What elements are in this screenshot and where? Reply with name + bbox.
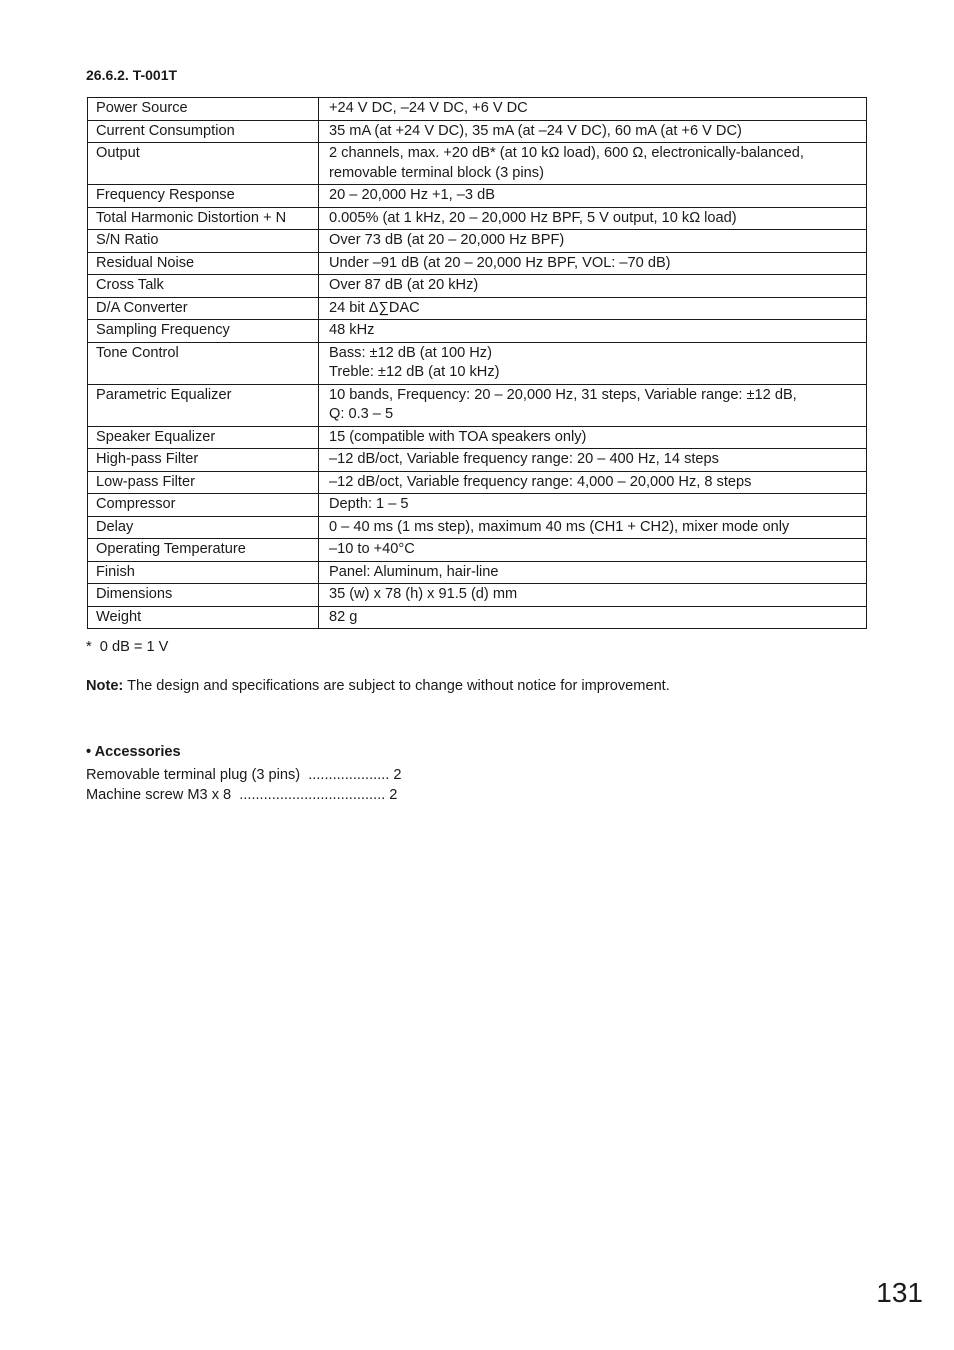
spec-row	[88, 471, 867, 494]
spec-row	[88, 342, 867, 384]
spec-value: Over 87 dB (at 20 kHz)	[319, 275, 867, 298]
spec-label: Operating Temperature	[88, 539, 319, 562]
accessory-item: Removable terminal plug (3 pins) .................... 2	[86, 767, 402, 783]
spec-row	[88, 275, 867, 298]
specifications-table-body	[88, 98, 867, 629]
section-title: 26.6.2. T-001T	[86, 67, 178, 83]
spec-value: 20 – 20,000 Hz +1, –3 dB	[319, 185, 867, 208]
spec-row	[88, 230, 867, 253]
spec-value: 10 bands, Frequency: 20 – 20,000 Hz, 31 steps, Variable range: ±12 dB, Q: 0.3 – 5	[319, 384, 867, 426]
spec-label: Total Harmonic Distortion + N	[88, 207, 319, 230]
spec-row	[88, 539, 867, 562]
spec-label: Compressor	[88, 494, 319, 517]
accessory-item: Machine screw M3 x 8 .................................... 2	[86, 787, 398, 803]
accessories-title: • Accessories	[86, 744, 181, 760]
spec-label: Speaker Equalizer	[88, 426, 319, 449]
spec-label: Sampling Frequency	[88, 320, 319, 343]
note-label: Note:	[86, 678, 124, 694]
spec-row	[88, 185, 867, 208]
spec-value: 2 channels, max. +20 dB* (at 10 kΩ load), 600 Ω, electronically-balanced, removable terminal block (3 pins)	[319, 143, 867, 185]
spec-label: Power Source	[88, 98, 319, 121]
spec-label: Current Consumption	[88, 120, 319, 143]
specifications-table	[87, 97, 867, 629]
spec-label: Tone Control	[88, 342, 319, 384]
spec-row	[88, 320, 867, 343]
spec-value: +24 V DC, –24 V DC, +6 V DC	[319, 98, 867, 121]
spec-row	[88, 143, 867, 185]
spec-value: –12 dB/oct, Variable frequency range: 4,000 – 20,000 Hz, 8 steps	[319, 471, 867, 494]
spec-value: 24 bit Δ∑DAC	[319, 297, 867, 320]
spec-value: 0.005% (at 1 kHz, 20 – 20,000 Hz BPF, 5 V output, 10 kΩ load)	[319, 207, 867, 230]
spec-label: Dimensions	[88, 584, 319, 607]
spec-value: Depth: 1 – 5	[319, 494, 867, 517]
spec-row	[88, 516, 867, 539]
spec-row	[88, 561, 867, 584]
spec-value: Over 73 dB (at 20 – 20,000 Hz BPF)	[319, 230, 867, 253]
spec-row	[88, 120, 867, 143]
spec-label: Frequency Response	[88, 185, 319, 208]
spec-value: –10 to +40°C	[319, 539, 867, 562]
spec-row	[88, 606, 867, 629]
spec-value: 15 (compatible with TOA speakers only)	[319, 426, 867, 449]
spec-row	[88, 426, 867, 449]
spec-label: Low-pass Filter	[88, 471, 319, 494]
spec-label: D/A Converter	[88, 297, 319, 320]
spec-row	[88, 494, 867, 517]
spec-label: Weight	[88, 606, 319, 629]
spec-row	[88, 584, 867, 607]
spec-row	[88, 449, 867, 472]
spec-value: 35 mA (at +24 V DC), 35 mA (at –24 V DC), 60 mA (at +6 V DC)	[319, 120, 867, 143]
spec-value: Bass: ±12 dB (at 100 Hz) Treble: ±12 dB (at 10 kHz)	[319, 342, 867, 384]
spec-row	[88, 98, 867, 121]
spec-label: Cross Talk	[88, 275, 319, 298]
spec-label: S/N Ratio	[88, 230, 319, 253]
spec-value: Under –91 dB (at 20 – 20,000 Hz BPF, VOL: –70 dB)	[319, 252, 867, 275]
note-text: The design and specifications are subject to change without notice for improvement.	[123, 678, 670, 694]
spec-label: Parametric Equalizer	[88, 384, 319, 426]
spec-row	[88, 384, 867, 426]
accessories-list	[86, 765, 402, 805]
spec-label: High-pass Filter	[88, 449, 319, 472]
spec-label: Residual Noise	[88, 252, 319, 275]
note	[86, 677, 670, 696]
spec-row	[88, 252, 867, 275]
spec-row	[88, 207, 867, 230]
spec-row	[88, 297, 867, 320]
page-number: 131	[876, 1277, 923, 1308]
spec-label: Delay	[88, 516, 319, 539]
spec-label: Output	[88, 143, 319, 185]
footnote: * 0 dB = 1 V	[86, 639, 169, 655]
spec-value: 48 kHz	[319, 320, 867, 343]
spec-value: 82 g	[319, 606, 867, 629]
spec-value: 0 – 40 ms (1 ms step), maximum 40 ms (CH1 + CH2), mixer mode only	[319, 516, 867, 539]
spec-value: Panel: Aluminum, hair-line	[319, 561, 867, 584]
spec-value: –12 dB/oct, Variable frequency range: 20 – 400 Hz, 14 steps	[319, 449, 867, 472]
spec-label: Finish	[88, 561, 319, 584]
spec-value: 35 (w) x 78 (h) x 91.5 (d) mm	[319, 584, 867, 607]
